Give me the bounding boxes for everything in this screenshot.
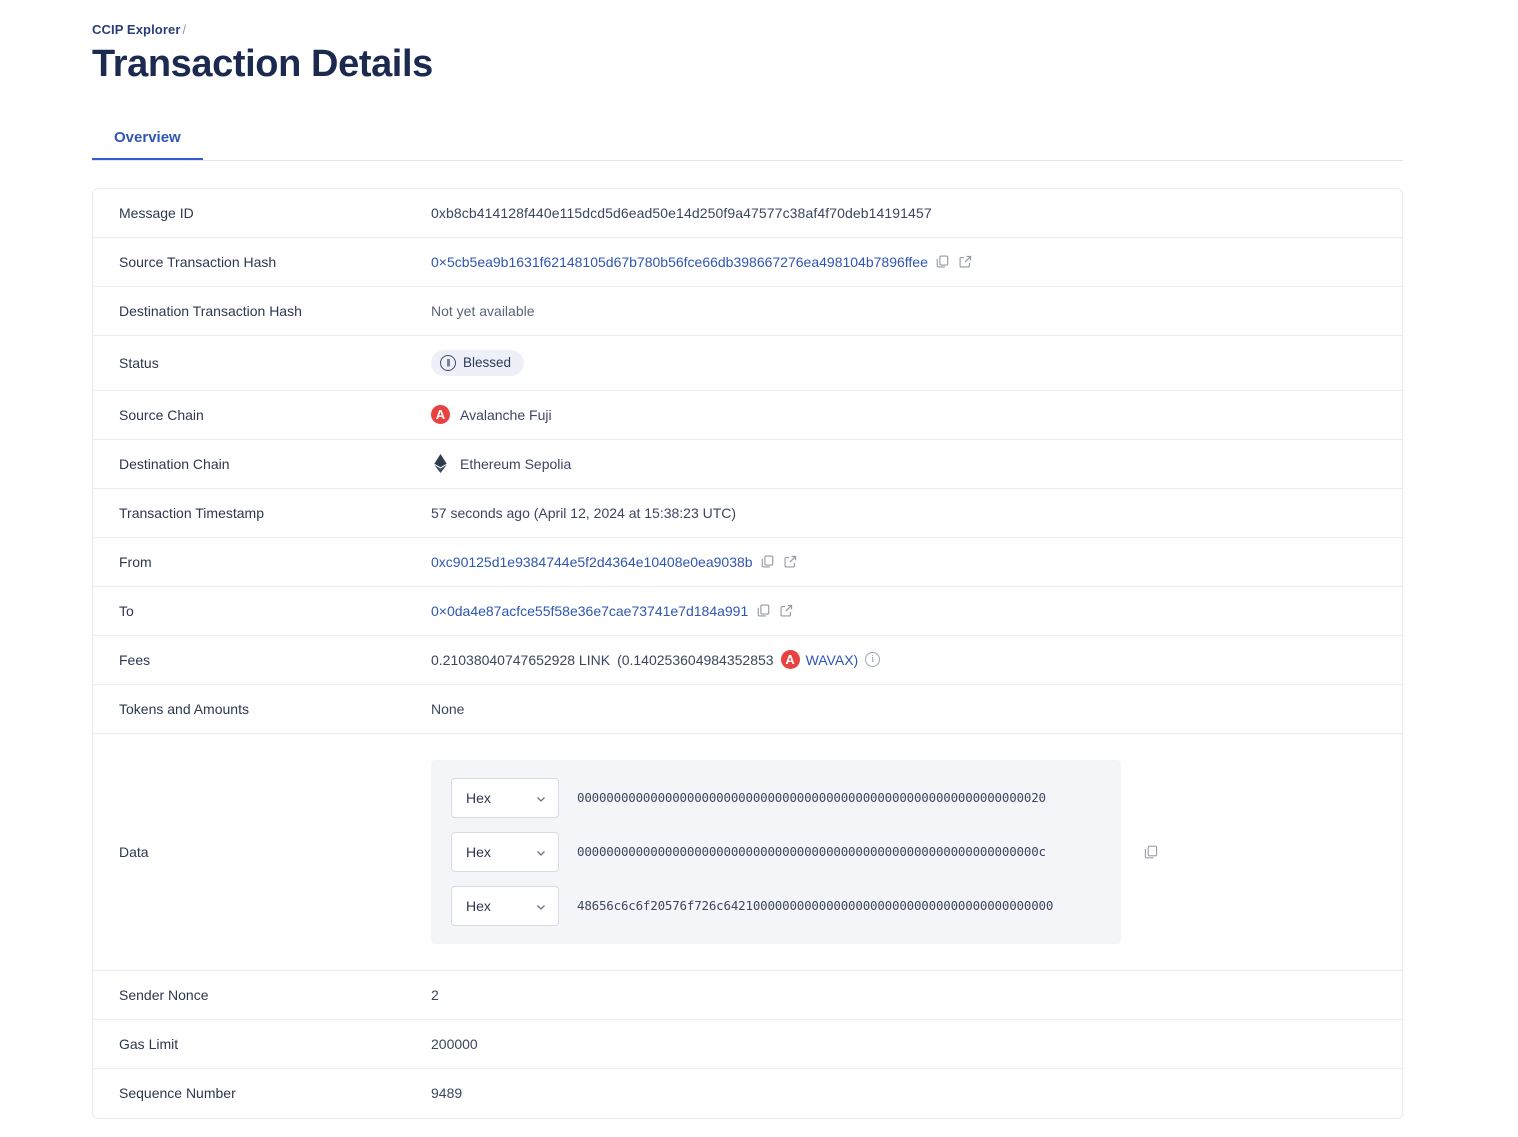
table-row-sequence-number <box>93 1069 1402 1118</box>
wavax-link[interactable]: WAVAX) <box>805 651 859 668</box>
source-tx-hash-link[interactable]: 0×5cb5ea9b1631f62148105d67b780b56fce66db398667276ea498104b7896ffee <box>431 253 928 270</box>
status-badge-label: Blessed <box>463 355 512 371</box>
chevron-down-icon <box>535 846 547 858</box>
copy-icon[interactable] <box>935 254 951 270</box>
value-to <box>423 589 1402 633</box>
label-sender-nonce: Sender Nonce <box>119 986 209 1003</box>
value-source-chain <box>423 391 1402 438</box>
value-source-tx-hash <box>423 240 1402 284</box>
label-data: Data <box>119 843 149 860</box>
table-row-destination-tx-hash <box>93 287 1402 336</box>
table-row-data <box>93 734 1402 971</box>
label-destination-chain: Destination Chain <box>119 455 230 472</box>
external-link-icon[interactable] <box>783 554 799 570</box>
label-to: To <box>119 602 134 619</box>
message-id-text: 0xb8cb414128f440e115dcd5d6ead50e14d250f9a47577c38af4f70deb14191457 <box>431 204 932 221</box>
info-icon[interactable]: i <box>865 652 880 667</box>
tokens-amounts-text: None <box>431 700 465 717</box>
value-destination-chain <box>423 440 1402 487</box>
table-row-to <box>93 587 1402 636</box>
fees-token <box>781 650 859 669</box>
value-data <box>423 734 1402 970</box>
table-row-gas-limit <box>93 1020 1402 1069</box>
label-timestamp: Transaction Timestamp <box>119 504 264 521</box>
gas-limit-text: 200000 <box>431 1035 478 1052</box>
data-line <box>451 832 1101 872</box>
external-link-icon[interactable] <box>958 254 974 270</box>
status-badge <box>431 350 524 376</box>
blessed-icon: ||| <box>440 355 456 371</box>
destination-chain-label: Ethereum Sepolia <box>460 455 572 472</box>
label-status: Status <box>119 354 159 371</box>
label-tokens-amounts: Tokens and Amounts <box>119 700 249 717</box>
data-format-select-0[interactable] <box>451 778 559 818</box>
page-title: Transaction Details <box>92 43 433 85</box>
external-link-icon[interactable] <box>778 603 794 619</box>
table-row-tokens-amounts <box>93 685 1402 734</box>
data-format-select-1[interactable] <box>451 832 559 872</box>
sequence-number-text: 9489 <box>431 1085 463 1102</box>
avalanche-icon: A <box>781 650 800 669</box>
destination-tx-hash-text: Not yet available <box>431 302 535 319</box>
data-hex-value-1: 000000000000000000000000000000000000000000000000000000000000000c <box>577 844 1046 860</box>
destination-chain <box>431 454 571 473</box>
data-format-label: Hex <box>466 843 491 860</box>
fees-secondary: (0.140253604984352853 <box>617 651 774 668</box>
table-row-fees <box>93 636 1402 685</box>
data-cell <box>431 748 1159 956</box>
value-tokens-amounts <box>423 687 1402 731</box>
table-row-message-id <box>93 189 1402 238</box>
breadcrumb-link-ccip-explorer[interactable]: CCIP Explorer <box>92 22 181 37</box>
label-gas-limit: Gas Limit <box>119 1035 179 1052</box>
timestamp-text: 57 seconds ago (April 12, 2024 at 15:38:23 UTC) <box>431 504 737 521</box>
value-from <box>423 540 1402 584</box>
data-line <box>451 886 1101 926</box>
copy-icon[interactable] <box>760 554 776 570</box>
label-from: From <box>119 553 152 570</box>
label-message-id: Message ID <box>119 204 194 221</box>
table-row-status <box>93 336 1402 391</box>
avalanche-icon: A <box>431 405 450 424</box>
table-row-timestamp <box>93 489 1402 538</box>
table-row-sender-nonce <box>93 971 1402 1020</box>
value-destination-tx-hash <box>423 289 1402 333</box>
to-address-link[interactable]: 0×0da4e87acfce55f58e36e7cae73741e7d184a991 <box>431 602 749 619</box>
label-source-tx-hash: Source Transaction Hash <box>119 253 277 270</box>
details-table <box>92 188 1403 1119</box>
from-address-link[interactable]: 0xc90125d1e9384744e5f2d4364e10408e0ea9038b <box>431 553 753 570</box>
label-fees: Fees <box>119 651 151 668</box>
tab-bar <box>92 129 1403 161</box>
table-row-source-chain <box>93 391 1402 440</box>
label-source-chain: Source Chain <box>119 406 204 423</box>
tab-overview[interactable]: Overview <box>92 129 203 160</box>
value-sender-nonce <box>423 973 1402 1017</box>
copy-icon[interactable] <box>755 603 771 619</box>
data-format-select-2[interactable] <box>451 886 559 926</box>
source-chain-label: Avalanche Fuji <box>460 406 552 423</box>
value-sequence-number <box>423 1071 1402 1115</box>
label-sequence-number: Sequence Number <box>119 1085 236 1102</box>
data-line <box>451 778 1101 818</box>
table-row-destination-chain <box>93 440 1402 489</box>
data-hex-value-0: 0000000000000000000000000000000000000000000000000000000000000020 <box>577 790 1046 806</box>
data-format-label: Hex <box>466 897 491 914</box>
sender-nonce-text: 2 <box>431 986 439 1003</box>
value-fees <box>423 636 1402 683</box>
chevron-down-icon <box>535 792 547 804</box>
data-panel <box>431 760 1121 944</box>
table-row-from <box>93 538 1402 587</box>
value-message-id <box>423 191 1402 235</box>
source-chain <box>431 405 552 424</box>
data-format-label: Hex <box>466 789 491 806</box>
value-gas-limit <box>423 1022 1402 1066</box>
label-destination-tx-hash: Destination Transaction Hash <box>119 302 302 319</box>
table-row-source-tx-hash <box>93 238 1402 287</box>
fees-primary: 0.21038040747652928 LINK <box>431 651 611 668</box>
value-status <box>423 336 1402 390</box>
chevron-down-icon <box>535 900 547 912</box>
value-timestamp <box>423 491 1402 535</box>
copy-icon[interactable] <box>1143 844 1159 860</box>
breadcrumb <box>92 22 1403 37</box>
data-hex-value-2: 48656c6c6f20576f726c642100000000000000000000000000000000000000000 <box>577 898 1054 914</box>
breadcrumb-separator: / <box>182 22 187 37</box>
ethereum-icon <box>431 454 450 473</box>
